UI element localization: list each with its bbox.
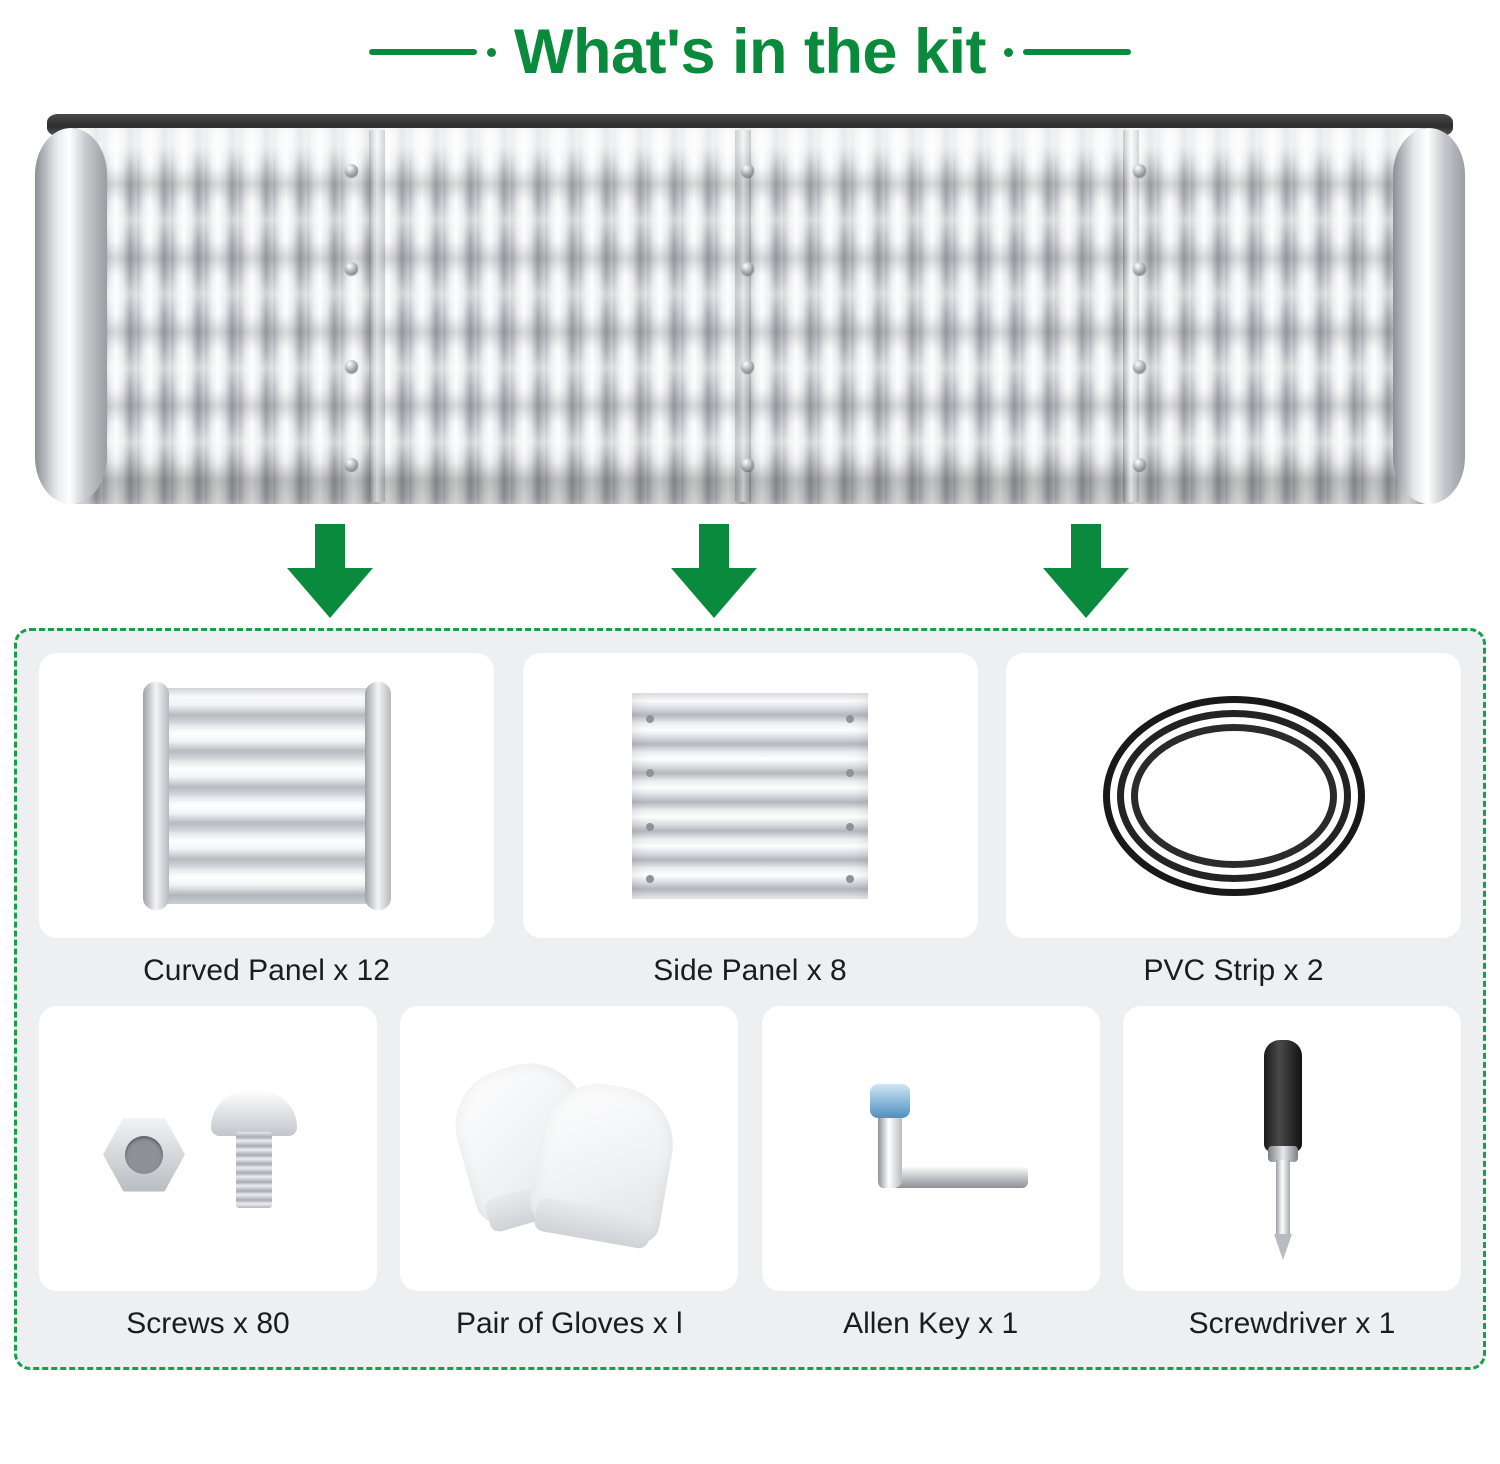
header-rule-dot: [1004, 48, 1013, 57]
header-rule-bar: [369, 49, 477, 55]
kit-item-card: [39, 1006, 377, 1291]
bed-screw: [345, 458, 358, 471]
gloves-icon: [454, 1059, 684, 1239]
down-arrow-icon: [671, 524, 757, 618]
kit-item-card: [39, 653, 494, 938]
bed-screw: [1133, 164, 1146, 177]
page-header: [0, 0, 1500, 100]
kit-item-label: Side Panel x 8: [653, 954, 847, 987]
kit-item-screwdriver: [1123, 1006, 1461, 1341]
kit-item-card: [523, 653, 978, 938]
bed-screw: [345, 164, 358, 177]
page-title: What's in the kit: [514, 17, 986, 87]
bed-screw: [345, 360, 358, 373]
header-rule-left: [369, 48, 496, 57]
product-hero-image: [25, 108, 1475, 518]
kit-item-label: Screwdriver x 1: [1188, 1307, 1396, 1340]
bed-panel-seam: [369, 130, 385, 502]
header-rule-right: [1004, 48, 1131, 57]
kit-item-side-panel: [523, 653, 978, 988]
down-arrow-icon: [287, 524, 373, 618]
bed-screw: [741, 164, 754, 177]
kit-row-1: [39, 653, 1461, 988]
screws-icon: [93, 1074, 323, 1224]
bed-panel-seam: [1123, 130, 1139, 502]
kit-item-card: [1123, 1006, 1461, 1291]
side-panel-icon: [632, 693, 868, 899]
curved-panel-icon: [153, 688, 381, 904]
bed-end-right: [1393, 128, 1465, 504]
bed-end-left: [35, 128, 107, 504]
bed-panel-seam: [735, 130, 751, 502]
header-rule-dot: [487, 48, 496, 57]
bed-screw: [1133, 360, 1146, 373]
allen-key-icon: [826, 1074, 1036, 1224]
kit-item-card: [762, 1006, 1100, 1291]
bed-screw: [1133, 262, 1146, 275]
pvc-strip-icon: [1103, 696, 1365, 896]
kit-item-pvc-strip: [1006, 653, 1461, 988]
kit-item-curved-panel: [39, 653, 494, 988]
bed-screw: [741, 458, 754, 471]
kit-item-label: Curved Panel x 12: [143, 954, 390, 987]
screwdriver-icon: [1192, 1034, 1392, 1264]
kit-item-label: PVC Strip x 2: [1143, 954, 1324, 987]
kit-item-gloves: [400, 1006, 738, 1341]
bed-screw: [741, 262, 754, 275]
kit-item-card: [400, 1006, 738, 1291]
kit-row-2: [39, 1006, 1461, 1341]
header-rule-bar: [1023, 49, 1131, 55]
bed-screw: [345, 262, 358, 275]
kit-item-label: Allen Key x 1: [843, 1307, 1019, 1340]
kit-item-card: [1006, 653, 1461, 938]
bed-screw: [741, 360, 754, 373]
bed-screw: [1133, 458, 1146, 471]
kit-item-allen-key: [762, 1006, 1100, 1341]
kit-item-screws: [39, 1006, 377, 1341]
raised-garden-bed-illustration: [35, 114, 1465, 504]
kit-contents-panel: [14, 628, 1486, 1370]
kit-item-label: Pair of Gloves x l: [455, 1307, 683, 1340]
flow-arrows: [0, 518, 1500, 628]
down-arrow-icon: [1043, 524, 1129, 618]
kit-item-label: Screws x 80: [126, 1307, 290, 1340]
